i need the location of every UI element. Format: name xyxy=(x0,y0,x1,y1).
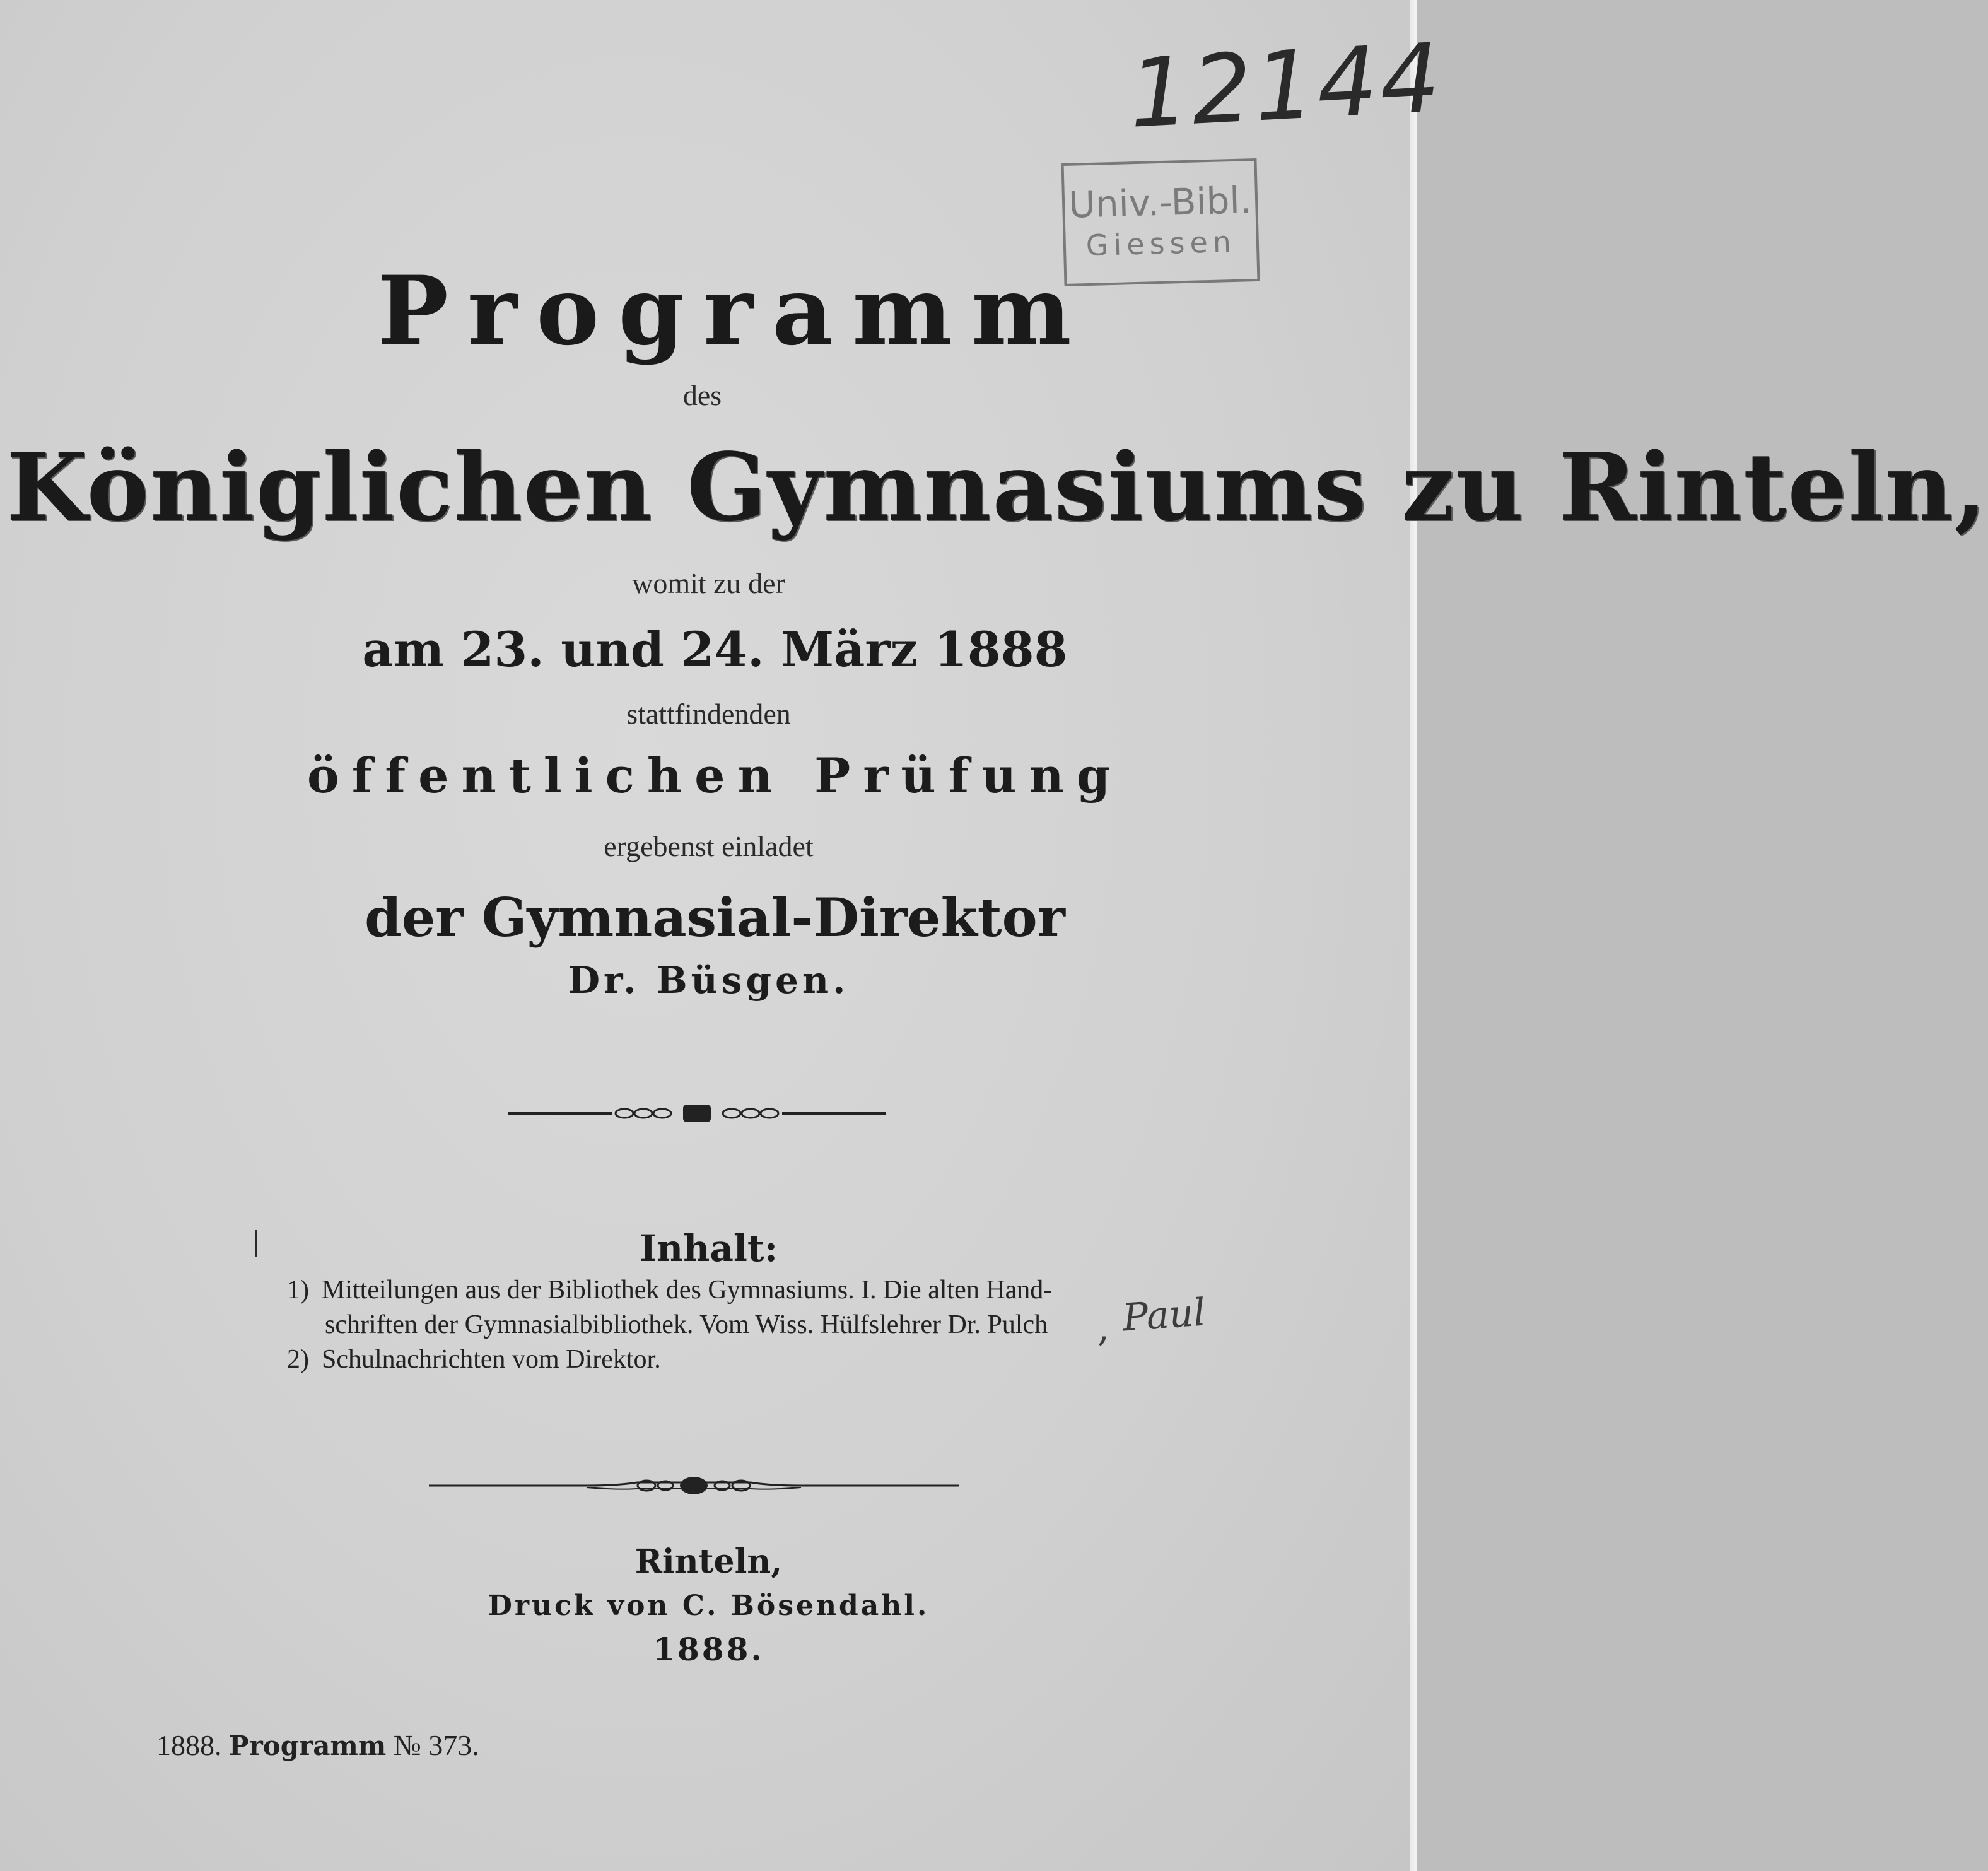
footer-year: 1888. xyxy=(156,1729,222,1761)
contents-heading: Inhalt: xyxy=(639,1227,778,1270)
director-name: Dr. Büsgen. xyxy=(568,959,850,1002)
school-name: Königlichen Gymnasiums zu Rinteln, xyxy=(6,432,1988,542)
imprint-city: Rinteln, xyxy=(634,1542,783,1581)
handwritten-shelf-number: 12144 xyxy=(1126,23,1446,150)
ornament-divider-bottom xyxy=(429,1470,959,1501)
pencil-comma: , xyxy=(1097,1306,1110,1350)
invites-line: ergebenst einladet xyxy=(604,830,814,862)
contents-item-text: Schulnachrichten vom Direktor. xyxy=(322,1345,661,1374)
stattfindenden-line: stattfindenden xyxy=(626,698,791,730)
contents-item-text: Mitteilungen aus der Bibliothek des Gymnasiums. I. Die alten Hand- xyxy=(322,1276,1053,1305)
footer-program-number xyxy=(156,1728,479,1762)
exam-title: öffentlichen Prüfung xyxy=(307,748,1123,804)
footer-number: № 373. xyxy=(393,1729,479,1761)
womit-line: womit zu der xyxy=(632,567,785,599)
contents-item-1 xyxy=(287,1273,1170,1308)
stamp-line-2: Giessen xyxy=(1085,224,1237,263)
imprint-year: 1888. xyxy=(653,1631,764,1668)
imprint-printer: Druck von C. Bösendahl. xyxy=(488,1590,930,1622)
page-title: Programm xyxy=(377,255,1090,367)
contents-list xyxy=(287,1273,1170,1377)
director-title: der Gymnasial-Direktor xyxy=(365,886,1065,949)
ornament-divider-top xyxy=(508,1101,886,1126)
contents-item-number: 1) xyxy=(287,1276,309,1305)
contents-item-2 xyxy=(287,1342,1170,1377)
contents-item-number: 2) xyxy=(287,1345,309,1374)
des-line: des xyxy=(682,379,722,411)
exam-date: am 23. und 24. März 1888 xyxy=(362,621,1068,677)
contents-item-1-continued xyxy=(287,1308,1170,1342)
stamp-line-1: Univ.-Bibl. xyxy=(1068,179,1252,226)
footer-program-label: Programm xyxy=(229,1730,387,1761)
contents-item-text: schriften der Gymnasialbibliothek. Vom Wiss. Hülfslehrer Dr. Pulch xyxy=(325,1310,1048,1339)
pencil-annotation-paul: Paul xyxy=(1121,1290,1207,1340)
